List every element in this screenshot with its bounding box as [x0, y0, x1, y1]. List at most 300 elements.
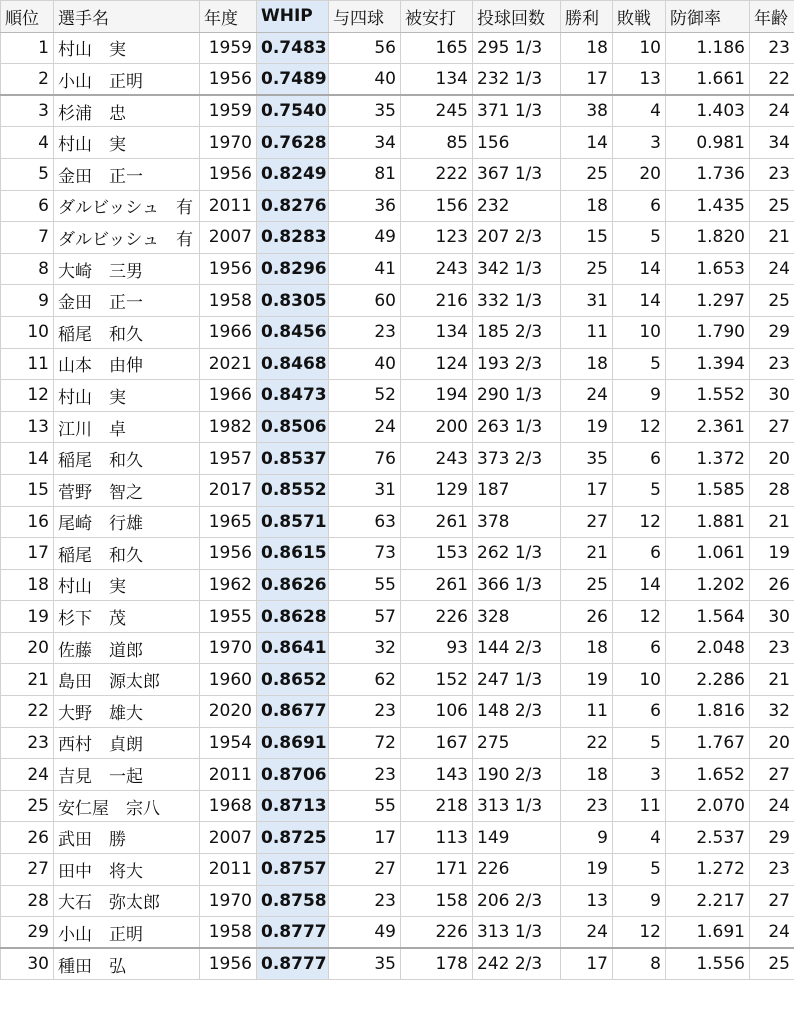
cell-era: 1.435: [666, 190, 750, 222]
cell-player-name: 杉浦 忠: [54, 95, 200, 127]
cell-walks: 24: [329, 411, 401, 443]
cell-innings: 226: [473, 854, 561, 886]
table-row[interactable]: [1, 506, 794, 538]
cell-year: 1970: [200, 632, 257, 664]
cell-era: 2.048: [666, 632, 750, 664]
cell-wins: 19: [561, 664, 613, 696]
cell-rank: 9: [1, 285, 54, 317]
cell-era: 1.691: [666, 917, 750, 949]
cell-wins: 24: [561, 917, 613, 949]
cell-wins: 25: [561, 253, 613, 285]
cell-player-name: 村山 実: [54, 380, 200, 412]
cell-wins: 18: [561, 348, 613, 380]
cell-player-name: 金田 正一: [54, 285, 200, 317]
header-row: [1, 1, 794, 33]
cell-innings: 242 2/3: [473, 948, 561, 980]
cell-hits: 226: [401, 917, 473, 949]
cell-whip: 0.8777: [257, 917, 329, 949]
header-innings[interactable]: 投球回数: [473, 1, 561, 33]
cell-whip: 0.8758: [257, 885, 329, 917]
cell-walks: 36: [329, 190, 401, 222]
cell-innings: 149: [473, 822, 561, 854]
cell-losses: 20: [613, 158, 666, 190]
cell-player-name: 田中 将大: [54, 854, 200, 886]
cell-player-name: 佐藤 道郎: [54, 632, 200, 664]
header-wins[interactable]: 勝利: [561, 1, 613, 33]
cell-whip: 0.8691: [257, 727, 329, 759]
cell-wins: 17: [561, 64, 613, 96]
header-hits[interactable]: 被安打: [401, 1, 473, 33]
cell-era: 1.202: [666, 569, 750, 601]
header-era[interactable]: 防御率: [666, 1, 750, 33]
cell-walks: 32: [329, 632, 401, 664]
table-row[interactable]: [1, 380, 794, 412]
table-row[interactable]: [1, 632, 794, 664]
cell-age: 28: [750, 474, 794, 506]
cell-losses: 9: [613, 380, 666, 412]
header-year[interactable]: 年度: [200, 1, 257, 33]
cell-wins: 19: [561, 854, 613, 886]
cell-whip: 0.8276: [257, 190, 329, 222]
table-body: [1, 32, 794, 980]
cell-wins: 11: [561, 696, 613, 728]
table-row[interactable]: [1, 538, 794, 570]
cell-innings: 262 1/3: [473, 538, 561, 570]
table-row[interactable]: [1, 316, 794, 348]
cell-era: 1.881: [666, 506, 750, 538]
cell-player-name: 杉下 茂: [54, 601, 200, 633]
cell-wins: 17: [561, 474, 613, 506]
cell-losses: 4: [613, 95, 666, 127]
cell-player-name: 吉見 一起: [54, 759, 200, 791]
table-row[interactable]: [1, 32, 794, 64]
cell-age: 25: [750, 948, 794, 980]
cell-hits: 261: [401, 569, 473, 601]
cell-whip: 0.8706: [257, 759, 329, 791]
cell-rank: 25: [1, 790, 54, 822]
cell-whip: 0.7489: [257, 64, 329, 96]
cell-hits: 134: [401, 64, 473, 96]
cell-walks: 56: [329, 32, 401, 64]
cell-losses: 9: [613, 885, 666, 917]
header-age[interactable]: 年齢: [750, 1, 794, 33]
cell-rank: 13: [1, 411, 54, 443]
cell-age: 20: [750, 443, 794, 475]
cell-whip: 0.8249: [257, 158, 329, 190]
cell-hits: 261: [401, 506, 473, 538]
cell-innings: 373 2/3: [473, 443, 561, 475]
cell-rank: 20: [1, 632, 54, 664]
cell-era: 1.653: [666, 253, 750, 285]
cell-player-name: 大崎 三男: [54, 253, 200, 285]
table-row[interactable]: [1, 822, 794, 854]
table-row[interactable]: [1, 95, 794, 127]
cell-innings: 190 2/3: [473, 759, 561, 791]
cell-walks: 35: [329, 95, 401, 127]
cell-year: 2020: [200, 696, 257, 728]
cell-wins: 26: [561, 601, 613, 633]
cell-era: 0.981: [666, 127, 750, 159]
cell-innings: 247 1/3: [473, 664, 561, 696]
table-row[interactable]: [1, 64, 794, 96]
cell-era: 1.394: [666, 348, 750, 380]
cell-walks: 35: [329, 948, 401, 980]
cell-wins: 25: [561, 158, 613, 190]
cell-whip: 0.8473: [257, 380, 329, 412]
header-player[interactable]: 選手名: [54, 1, 200, 33]
table-row[interactable]: [1, 727, 794, 759]
cell-innings: 367 1/3: [473, 158, 561, 190]
cell-era: 1.186: [666, 32, 750, 64]
cell-rank: 24: [1, 759, 54, 791]
cell-age: 21: [750, 222, 794, 254]
cell-year: 1954: [200, 727, 257, 759]
cell-losses: 4: [613, 822, 666, 854]
cell-hits: 113: [401, 822, 473, 854]
cell-year: 1968: [200, 790, 257, 822]
cell-wins: 27: [561, 506, 613, 538]
cell-era: 1.816: [666, 696, 750, 728]
cell-age: 27: [750, 885, 794, 917]
cell-innings: 187: [473, 474, 561, 506]
cell-losses: 6: [613, 538, 666, 570]
cell-player-name: ダルビッシュ 有: [54, 222, 200, 254]
cell-whip: 0.8537: [257, 443, 329, 475]
cell-year: 1965: [200, 506, 257, 538]
cell-whip: 0.8456: [257, 316, 329, 348]
table-row[interactable]: [1, 854, 794, 886]
cell-walks: 60: [329, 285, 401, 317]
cell-walks: 23: [329, 759, 401, 791]
cell-player-name: 稲尾 和久: [54, 443, 200, 475]
cell-hits: 93: [401, 632, 473, 664]
cell-age: 23: [750, 158, 794, 190]
cell-walks: 17: [329, 822, 401, 854]
cell-innings: 328: [473, 601, 561, 633]
cell-hits: 165: [401, 32, 473, 64]
table-row[interactable]: [1, 885, 794, 917]
cell-wins: 15: [561, 222, 613, 254]
cell-age: 32: [750, 696, 794, 728]
cell-innings: 378: [473, 506, 561, 538]
cell-innings: 193 2/3: [473, 348, 561, 380]
cell-era: 1.820: [666, 222, 750, 254]
cell-hits: 218: [401, 790, 473, 822]
cell-year: 1957: [200, 443, 257, 475]
cell-player-name: 西村 貞朗: [54, 727, 200, 759]
cell-walks: 23: [329, 316, 401, 348]
cell-age: 19: [750, 538, 794, 570]
cell-wins: 9: [561, 822, 613, 854]
cell-wins: 11: [561, 316, 613, 348]
cell-losses: 5: [613, 727, 666, 759]
cell-wins: 23: [561, 790, 613, 822]
table-row[interactable]: [1, 190, 794, 222]
cell-age: 24: [750, 790, 794, 822]
table-row[interactable]: [1, 917, 794, 949]
cell-rank: 2: [1, 64, 54, 96]
cell-year: 1956: [200, 64, 257, 96]
cell-innings: 275: [473, 727, 561, 759]
cell-player-name: 村山 実: [54, 32, 200, 64]
cell-rank: 21: [1, 664, 54, 696]
cell-year: 1958: [200, 917, 257, 949]
table-row[interactable]: [1, 664, 794, 696]
cell-player-name: 村山 実: [54, 127, 200, 159]
cell-losses: 12: [613, 411, 666, 443]
header-whip[interactable]: WHIP: [257, 1, 329, 33]
cell-losses: 14: [613, 569, 666, 601]
cell-wins: 14: [561, 127, 613, 159]
cell-rank: 23: [1, 727, 54, 759]
cell-era: 1.556: [666, 948, 750, 980]
cell-hits: 158: [401, 885, 473, 917]
cell-wins: 17: [561, 948, 613, 980]
cell-year: 1962: [200, 569, 257, 601]
cell-innings: 232 1/3: [473, 64, 561, 96]
cell-age: 24: [750, 95, 794, 127]
cell-hits: 153: [401, 538, 473, 570]
cell-age: 21: [750, 506, 794, 538]
cell-hits: 124: [401, 348, 473, 380]
cell-year: 2017: [200, 474, 257, 506]
cell-walks: 73: [329, 538, 401, 570]
cell-age: 27: [750, 759, 794, 791]
cell-innings: 290 1/3: [473, 380, 561, 412]
cell-year: 2021: [200, 348, 257, 380]
cell-age: 29: [750, 822, 794, 854]
cell-age: 30: [750, 601, 794, 633]
cell-rank: 18: [1, 569, 54, 601]
cell-losses: 6: [613, 696, 666, 728]
cell-losses: 5: [613, 348, 666, 380]
cell-hits: 143: [401, 759, 473, 791]
cell-year: 1970: [200, 127, 257, 159]
cell-hits: 178: [401, 948, 473, 980]
table-row[interactable]: [1, 601, 794, 633]
cell-age: 23: [750, 632, 794, 664]
cell-rank: 10: [1, 316, 54, 348]
cell-losses: 12: [613, 506, 666, 538]
cell-innings: 366 1/3: [473, 569, 561, 601]
cell-whip: 0.8652: [257, 664, 329, 696]
cell-wins: 18: [561, 632, 613, 664]
cell-era: 1.585: [666, 474, 750, 506]
cell-losses: 10: [613, 664, 666, 696]
cell-losses: 6: [613, 632, 666, 664]
cell-whip: 0.8725: [257, 822, 329, 854]
cell-year: 1959: [200, 32, 257, 64]
cell-walks: 40: [329, 64, 401, 96]
cell-walks: 76: [329, 443, 401, 475]
cell-losses: 6: [613, 190, 666, 222]
cell-losses: 10: [613, 316, 666, 348]
cell-whip: 0.8641: [257, 632, 329, 664]
cell-rank: 3: [1, 95, 54, 127]
cell-walks: 23: [329, 885, 401, 917]
table-row[interactable]: [1, 127, 794, 159]
cell-whip: 0.8757: [257, 854, 329, 886]
cell-player-name: 山本 由伸: [54, 348, 200, 380]
cell-era: 2.361: [666, 411, 750, 443]
cell-wins: 24: [561, 380, 613, 412]
cell-year: 1958: [200, 285, 257, 317]
cell-era: 1.272: [666, 854, 750, 886]
cell-era: 1.767: [666, 727, 750, 759]
cell-age: 22: [750, 64, 794, 96]
cell-wins: 18: [561, 32, 613, 64]
cell-whip: 0.8777: [257, 948, 329, 980]
cell-year: 1956: [200, 253, 257, 285]
table-row[interactable]: [1, 948, 794, 980]
cell-losses: 13: [613, 64, 666, 96]
cell-innings: 144 2/3: [473, 632, 561, 664]
cell-hits: 194: [401, 380, 473, 412]
cell-year: 1955: [200, 601, 257, 633]
cell-innings: 371 1/3: [473, 95, 561, 127]
cell-innings: 185 2/3: [473, 316, 561, 348]
cell-wins: 22: [561, 727, 613, 759]
cell-innings: 332 1/3: [473, 285, 561, 317]
cell-era: 1.736: [666, 158, 750, 190]
cell-player-name: 小山 正明: [54, 64, 200, 96]
cell-age: 23: [750, 32, 794, 64]
cell-innings: 148 2/3: [473, 696, 561, 728]
cell-wins: 21: [561, 538, 613, 570]
cell-walks: 27: [329, 854, 401, 886]
cell-year: 1966: [200, 380, 257, 412]
cell-era: 1.564: [666, 601, 750, 633]
cell-walks: 40: [329, 348, 401, 380]
cell-hits: 226: [401, 601, 473, 633]
cell-age: 25: [750, 190, 794, 222]
cell-walks: 81: [329, 158, 401, 190]
cell-player-name: 菅野 智之: [54, 474, 200, 506]
cell-rank: 22: [1, 696, 54, 728]
table-row[interactable]: [1, 569, 794, 601]
cell-whip: 0.8628: [257, 601, 329, 633]
table-row[interactable]: [1, 348, 794, 380]
cell-era: 1.297: [666, 285, 750, 317]
cell-whip: 0.8283: [257, 222, 329, 254]
cell-year: 1966: [200, 316, 257, 348]
cell-losses: 8: [613, 948, 666, 980]
cell-hits: 156: [401, 190, 473, 222]
cell-player-name: 尾崎 行雄: [54, 506, 200, 538]
cell-whip: 0.8615: [257, 538, 329, 570]
cell-hits: 167: [401, 727, 473, 759]
cell-rank: 6: [1, 190, 54, 222]
cell-walks: 55: [329, 569, 401, 601]
cell-year: 1982: [200, 411, 257, 443]
cell-rank: 19: [1, 601, 54, 633]
cell-player-name: ダルビッシュ 有: [54, 190, 200, 222]
cell-innings: 313 1/3: [473, 917, 561, 949]
cell-rank: 17: [1, 538, 54, 570]
table-row[interactable]: [1, 443, 794, 475]
cell-rank: 27: [1, 854, 54, 886]
cell-walks: 31: [329, 474, 401, 506]
cell-hits: 245: [401, 95, 473, 127]
cell-rank: 7: [1, 222, 54, 254]
cell-whip: 0.7483: [257, 32, 329, 64]
cell-age: 27: [750, 411, 794, 443]
cell-whip: 0.8626: [257, 569, 329, 601]
cell-innings: 313 1/3: [473, 790, 561, 822]
table-row[interactable]: [1, 790, 794, 822]
cell-player-name: 稲尾 和久: [54, 316, 200, 348]
cell-walks: 55: [329, 790, 401, 822]
cell-losses: 5: [613, 474, 666, 506]
cell-player-name: 村山 実: [54, 569, 200, 601]
cell-wins: 18: [561, 759, 613, 791]
cell-player-name: 大野 雄大: [54, 696, 200, 728]
table-row[interactable]: [1, 696, 794, 728]
cell-losses: 3: [613, 127, 666, 159]
cell-year: 2011: [200, 759, 257, 791]
cell-whip: 0.8506: [257, 411, 329, 443]
cell-player-name: 小山 正明: [54, 917, 200, 949]
cell-wins: 31: [561, 285, 613, 317]
cell-whip: 0.7540: [257, 95, 329, 127]
cell-year: 1960: [200, 664, 257, 696]
cell-age: 23: [750, 854, 794, 886]
cell-wins: 35: [561, 443, 613, 475]
cell-rank: 11: [1, 348, 54, 380]
cell-rank: 29: [1, 917, 54, 949]
header-rank[interactable]: 順位: [1, 1, 54, 33]
cell-walks: 49: [329, 917, 401, 949]
cell-rank: 15: [1, 474, 54, 506]
cell-innings: 342 1/3: [473, 253, 561, 285]
cell-innings: 232: [473, 190, 561, 222]
cell-player-name: 金田 正一: [54, 158, 200, 190]
cell-year: 1956: [200, 538, 257, 570]
table-row[interactable]: [1, 253, 794, 285]
cell-rank: 12: [1, 380, 54, 412]
table-row[interactable]: [1, 285, 794, 317]
table-row[interactable]: [1, 222, 794, 254]
cell-age: 23: [750, 348, 794, 380]
cell-year: 1959: [200, 95, 257, 127]
cell-hits: 243: [401, 253, 473, 285]
table-row[interactable]: [1, 158, 794, 190]
cell-player-name: 安仁屋 宗八: [54, 790, 200, 822]
table-row[interactable]: [1, 759, 794, 791]
header-walks[interactable]: 与四球: [329, 1, 401, 33]
cell-losses: 3: [613, 759, 666, 791]
cell-wins: 19: [561, 411, 613, 443]
cell-age: 30: [750, 380, 794, 412]
cell-era: 2.286: [666, 664, 750, 696]
header-losses[interactable]: 敗戦: [613, 1, 666, 33]
cell-player-name: 稲尾 和久: [54, 538, 200, 570]
cell-wins: 13: [561, 885, 613, 917]
cell-year: 1970: [200, 885, 257, 917]
cell-era: 2.217: [666, 885, 750, 917]
cell-age: 25: [750, 285, 794, 317]
cell-hits: 243: [401, 443, 473, 475]
cell-rank: 8: [1, 253, 54, 285]
cell-wins: 25: [561, 569, 613, 601]
cell-hits: 129: [401, 474, 473, 506]
table-row[interactable]: [1, 474, 794, 506]
cell-losses: 12: [613, 917, 666, 949]
table-row[interactable]: [1, 411, 794, 443]
cell-hits: 152: [401, 664, 473, 696]
cell-losses: 6: [613, 443, 666, 475]
cell-rank: 16: [1, 506, 54, 538]
